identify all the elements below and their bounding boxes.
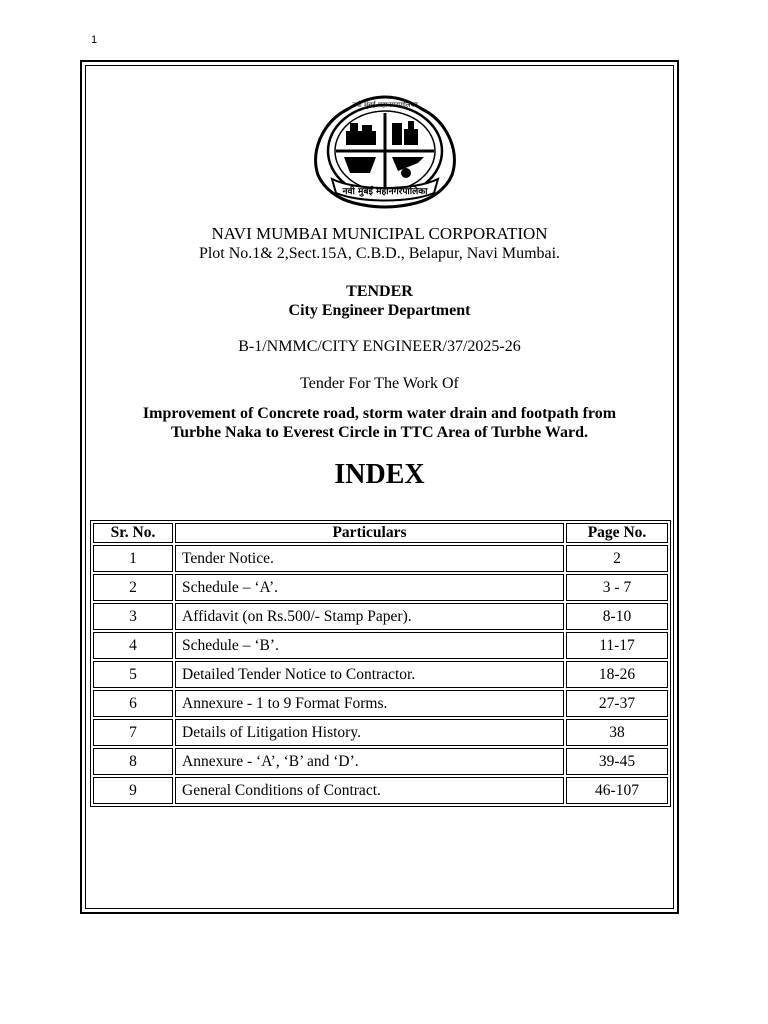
row-page: 27-37 (566, 690, 668, 717)
logo-ribbon-text: नवी मुंबई महानगरपालिका (342, 187, 428, 197)
index-title: INDEX (334, 459, 425, 490)
organization-name: NAVI MUMBAI MUNICIPAL CORPORATION (211, 224, 548, 243)
row-page: 11-17 (566, 632, 668, 659)
row-page: 3 - 7 (566, 574, 668, 601)
row-particulars: General Conditions of Contract. (175, 777, 564, 804)
row-sr: 7 (93, 719, 173, 746)
row-page: 2 (566, 545, 668, 572)
row-page: 18-26 (566, 661, 668, 688)
row-particulars: Tender Notice. (175, 545, 564, 572)
table-row (93, 719, 668, 746)
table-row (93, 777, 668, 804)
document-type: TENDER (346, 283, 413, 300)
row-particulars: Annexure - 1 to 9 Format Forms. (175, 690, 564, 717)
row-sr: 5 (93, 661, 173, 688)
row-particulars: Schedule – ‘B’. (175, 632, 564, 659)
col-particulars: Particulars (175, 523, 564, 543)
row-sr: 9 (93, 777, 173, 804)
work-title-line-1: Improvement of Concrete road, storm water drain and footpath from (142, 405, 617, 422)
logo-top-text: नवी मुंबई महानगरपालिका (352, 101, 418, 109)
organization-address: Plot No.1& 2,Sect.15A, C.B.D., Belapur, Navi Mumbai. (198, 245, 561, 262)
table-row (93, 545, 668, 572)
row-sr: 1 (93, 545, 173, 572)
index-header-row (93, 523, 668, 543)
col-sr-no: Sr. No. (93, 523, 173, 543)
table-row (93, 603, 668, 630)
work-title-line-2: Turbhe Naka to Everest Circle in TTC Area of Turbhe Ward. (170, 424, 589, 441)
row-sr: 3 (93, 603, 173, 630)
row-particulars: Detailed Tender Notice to Contractor. (175, 661, 564, 688)
row-sr: 8 (93, 748, 173, 775)
col-page-no: Page No. (566, 523, 668, 543)
index-table (90, 520, 671, 807)
row-particulars: Affidavit (on Rs.500/- Stamp Paper). (175, 603, 564, 630)
row-particulars: Annexure - ‘A’, ‘B’ and ‘D’. (175, 748, 564, 775)
table-row (93, 632, 668, 659)
nmmc-seal-icon (306, 93, 464, 209)
row-particulars: Details of Litigation History. (175, 719, 564, 746)
table-row (93, 661, 668, 688)
page-number: 1 (91, 34, 98, 46)
table-row (93, 748, 668, 775)
department-name: City Engineer Department (288, 302, 471, 319)
row-sr: 2 (93, 574, 173, 601)
row-page: 38 (566, 719, 668, 746)
row-page: 8-10 (566, 603, 668, 630)
tender-reference: B-1/NMMC/CITY ENGINEER/37/2025-26 (238, 338, 521, 355)
row-sr: 4 (93, 632, 173, 659)
table-row (93, 690, 668, 717)
row-particulars: Schedule – ‘A’. (175, 574, 564, 601)
row-page: 46-107 (566, 777, 668, 804)
row-page: 39-45 (566, 748, 668, 775)
work-intro: Tender For The Work Of (300, 375, 459, 392)
table-row (93, 574, 668, 601)
row-sr: 6 (93, 690, 173, 717)
